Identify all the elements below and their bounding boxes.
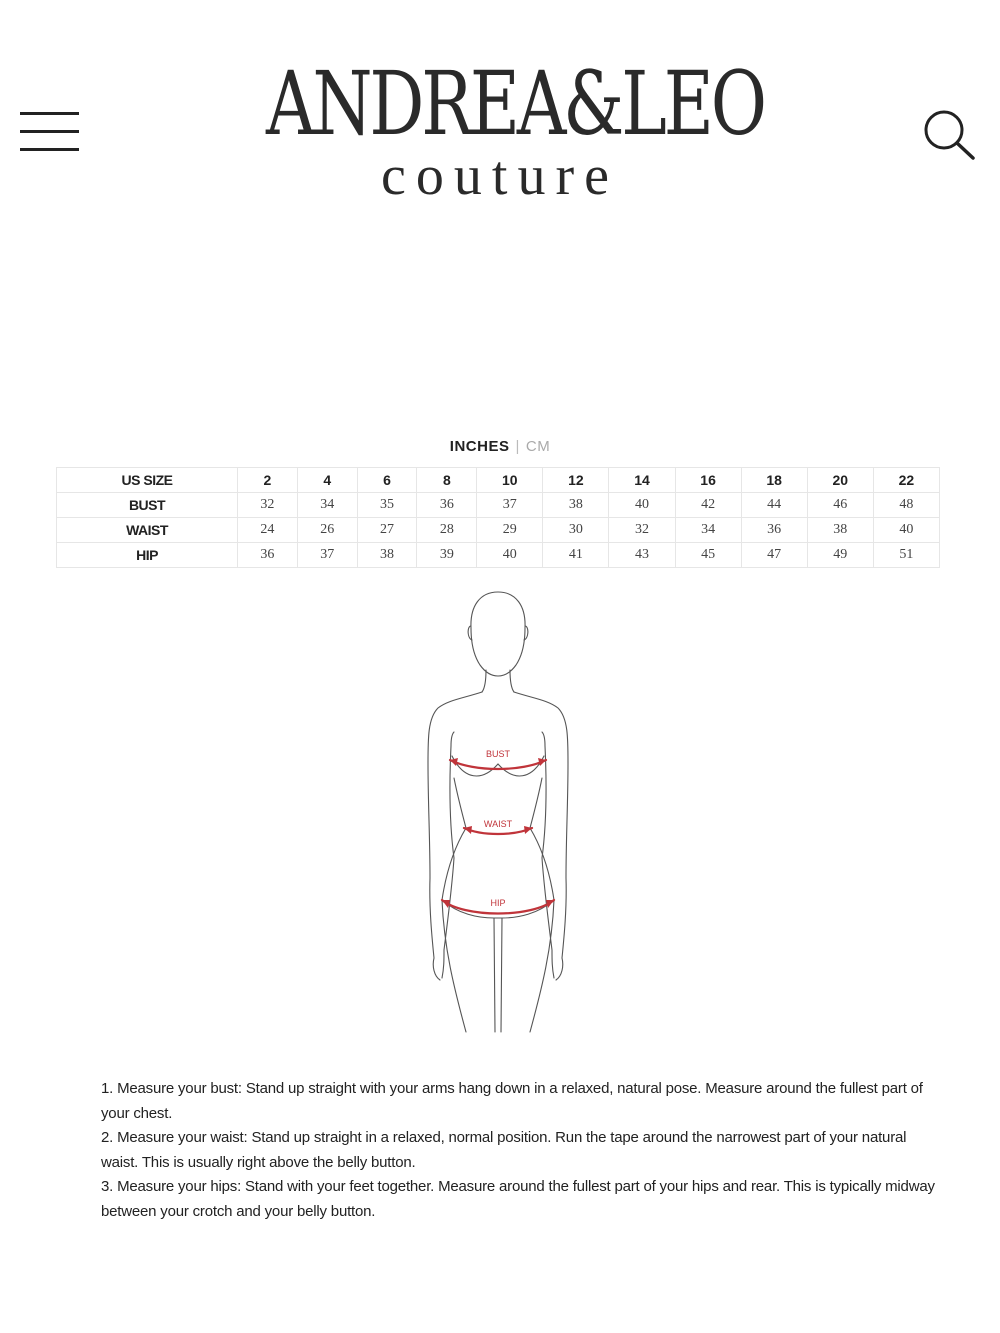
unit-toggle bbox=[0, 438, 1000, 455]
size-header-cell: 6 bbox=[357, 468, 417, 493]
menu-line bbox=[20, 148, 79, 151]
table-cell: 37 bbox=[477, 493, 543, 518]
table-cell: 36 bbox=[417, 493, 477, 518]
search-icon[interactable] bbox=[920, 106, 976, 162]
table-cell: 34 bbox=[675, 518, 741, 543]
table-cell: 48 bbox=[873, 493, 939, 518]
body-figure-svg bbox=[418, 588, 578, 1036]
size-header-cell: 22 bbox=[873, 468, 939, 493]
logo-main-text: ANDREA&LEO bbox=[266, 52, 764, 155]
row-label: HIP bbox=[57, 543, 238, 568]
table-cell: 36 bbox=[741, 518, 807, 543]
table-cell: 40 bbox=[609, 493, 675, 518]
table-cell: 42 bbox=[675, 493, 741, 518]
table-cell: 41 bbox=[543, 543, 609, 568]
menu-line bbox=[20, 130, 79, 133]
size-header-cell: 10 bbox=[477, 468, 543, 493]
table-row bbox=[57, 543, 940, 568]
table-cell: 37 bbox=[297, 543, 357, 568]
brand-logo[interactable] bbox=[200, 52, 800, 208]
logo-sub-text: couture bbox=[381, 145, 619, 207]
size-header-cell: 12 bbox=[543, 468, 609, 493]
instruction-hip: 3. Measure your hips: Stand with your feet together. Measure around the fullest part of your hips and rear. This is typically midway between your crotch and your belly button. bbox=[101, 1178, 935, 1220]
waist-label: WAIST bbox=[483, 819, 513, 829]
instruction-bust: 1. Measure your bust: Stand up straight with your arms hang down in a relaxed, natural pose. Measure around the fullest part of your chest. bbox=[101, 1080, 923, 1122]
table-cell: 43 bbox=[609, 543, 675, 568]
unit-separator: | bbox=[515, 438, 520, 455]
menu-line bbox=[20, 112, 79, 115]
table-cell: 51 bbox=[873, 543, 939, 568]
table-cell: 38 bbox=[357, 543, 417, 568]
row-label: WAIST bbox=[57, 518, 238, 543]
table-cell: 39 bbox=[417, 543, 477, 568]
body-measurement-diagram bbox=[418, 588, 578, 1036]
table-cell: 28 bbox=[417, 518, 477, 543]
size-chart-table bbox=[56, 467, 940, 568]
hamburger-menu-icon[interactable] bbox=[20, 112, 80, 154]
table-cell: 34 bbox=[297, 493, 357, 518]
size-header-cell: 16 bbox=[675, 468, 741, 493]
table-cell: 29 bbox=[477, 518, 543, 543]
hip-label: HIP bbox=[490, 898, 506, 908]
us-size-header: US SIZE bbox=[57, 468, 238, 493]
table-row bbox=[57, 493, 940, 518]
size-header-cell: 2 bbox=[238, 468, 298, 493]
table-row bbox=[57, 518, 940, 543]
table-cell: 47 bbox=[741, 543, 807, 568]
measurement-instructions bbox=[101, 1077, 941, 1224]
table-cell: 32 bbox=[238, 493, 298, 518]
size-header-cell: 4 bbox=[297, 468, 357, 493]
bust-label: BUST bbox=[485, 749, 510, 759]
size-header-cell: 20 bbox=[807, 468, 873, 493]
table-cell: 44 bbox=[741, 493, 807, 518]
row-label: BUST bbox=[57, 493, 238, 518]
table-cell: 38 bbox=[807, 518, 873, 543]
table-cell: 49 bbox=[807, 543, 873, 568]
table-cell: 38 bbox=[543, 493, 609, 518]
table-cell: 40 bbox=[873, 518, 939, 543]
table-cell: 35 bbox=[357, 493, 417, 518]
table-cell: 40 bbox=[477, 543, 543, 568]
table-cell: 30 bbox=[543, 518, 609, 543]
instruction-waist: 2. Measure your waist: Stand up straight in a relaxed, normal position. Run the tape around the narrowest part of your natural waist. This is usually right above the belly button. bbox=[101, 1129, 907, 1171]
table-cell: 32 bbox=[609, 518, 675, 543]
unit-cm-tab[interactable]: CM bbox=[525, 438, 551, 455]
size-header-cell: 18 bbox=[741, 468, 807, 493]
table-cell: 24 bbox=[238, 518, 298, 543]
table-cell: 45 bbox=[675, 543, 741, 568]
table-cell: 36 bbox=[238, 543, 298, 568]
table-cell: 46 bbox=[807, 493, 873, 518]
size-header-cell: 14 bbox=[609, 468, 675, 493]
unit-inches-tab[interactable]: INCHES bbox=[449, 438, 510, 455]
table-cell: 26 bbox=[297, 518, 357, 543]
table-cell: 27 bbox=[357, 518, 417, 543]
table-header-row bbox=[57, 468, 940, 493]
size-header-cell: 8 bbox=[417, 468, 477, 493]
